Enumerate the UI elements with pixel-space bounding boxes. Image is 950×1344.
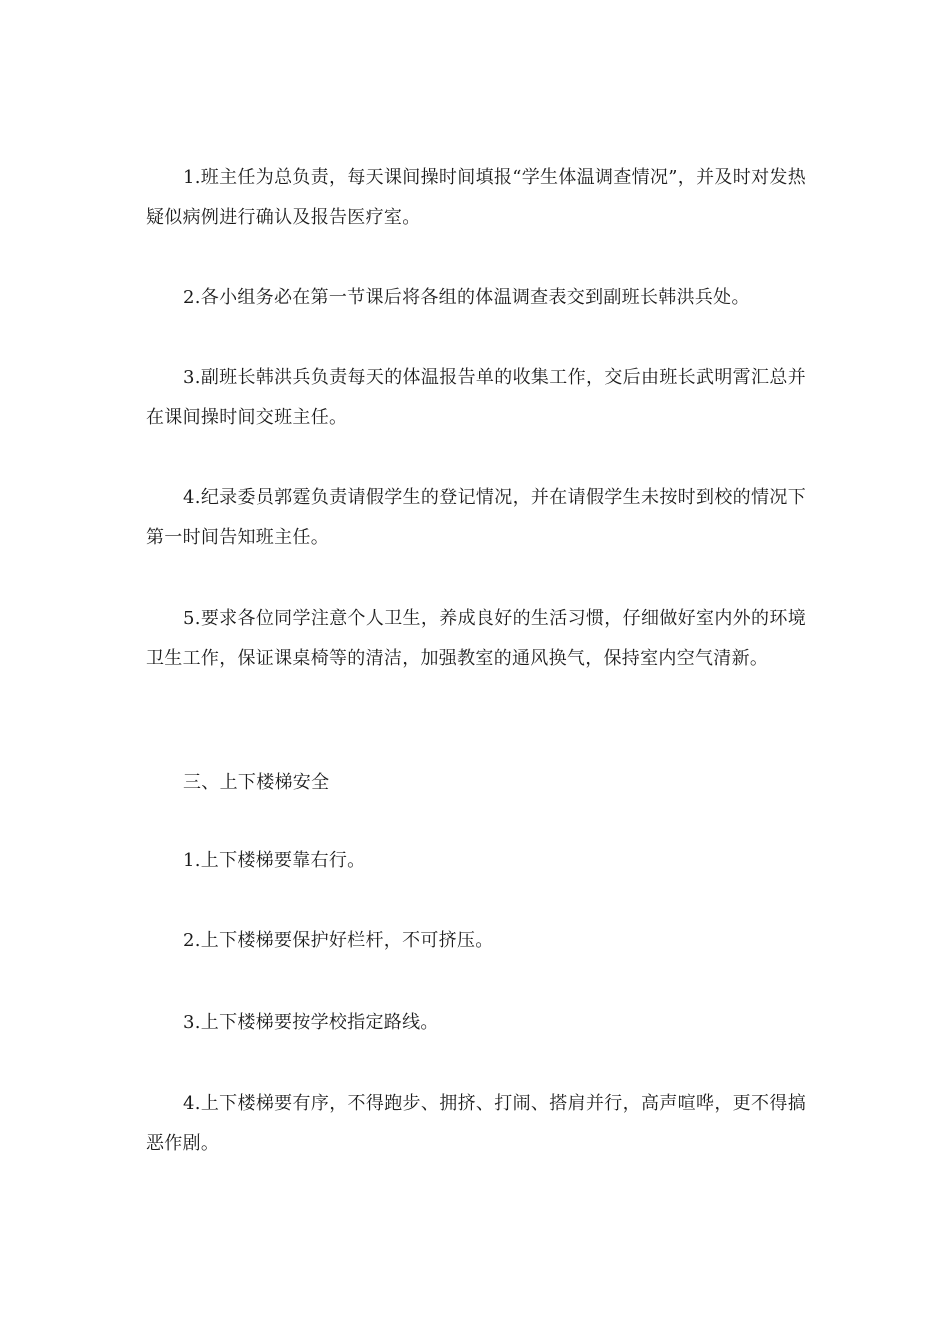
- paragraph-4: 4.纪录委员郭霆负责请假学生的登记情况，并在请假学生未按时到校的情况下第一时间告知班主任。: [146, 487, 806, 548]
- section-heading: 三、上下楼梯安全: [183, 772, 330, 793]
- stair-rule-1: 1.上下楼梯要靠右行。: [183, 850, 366, 871]
- paragraph-2: 2.各小组务必在第一节课后将各组的体温调查表交到副班长韩洪兵处。: [183, 287, 750, 308]
- paragraph-1: 1.班主任为总负责，每天课间操时间填报“学生体温调查情况”，并及时对发热疑似病例进行确认及报告医疗室。: [146, 167, 806, 228]
- stair-rule-2: 2.上下楼梯要保护好栏杆，不可挤压。: [183, 930, 494, 951]
- stair-rule-4: 4.上下楼梯要有序，不得跑步、拥挤、打闹、搭肩并行，高声喧哗，更不得搞恶作剧。: [146, 1093, 806, 1154]
- stair-rule-3: 3.上下楼梯要按学校指定路线。: [183, 1012, 439, 1033]
- paragraph-5: 5.要求各位同学注意个人卫生，养成良好的生活习惯，仔细做好室内外的环境卫生工作，保证课桌椅等的清洁，加强教室的通风换气，保持室内空气清新。: [146, 608, 806, 669]
- paragraph-3: 3.副班长韩洪兵负责每天的体温报告单的收集工作，交后由班长武明霄汇总并在课间操时间交班主任。: [146, 367, 806, 428]
